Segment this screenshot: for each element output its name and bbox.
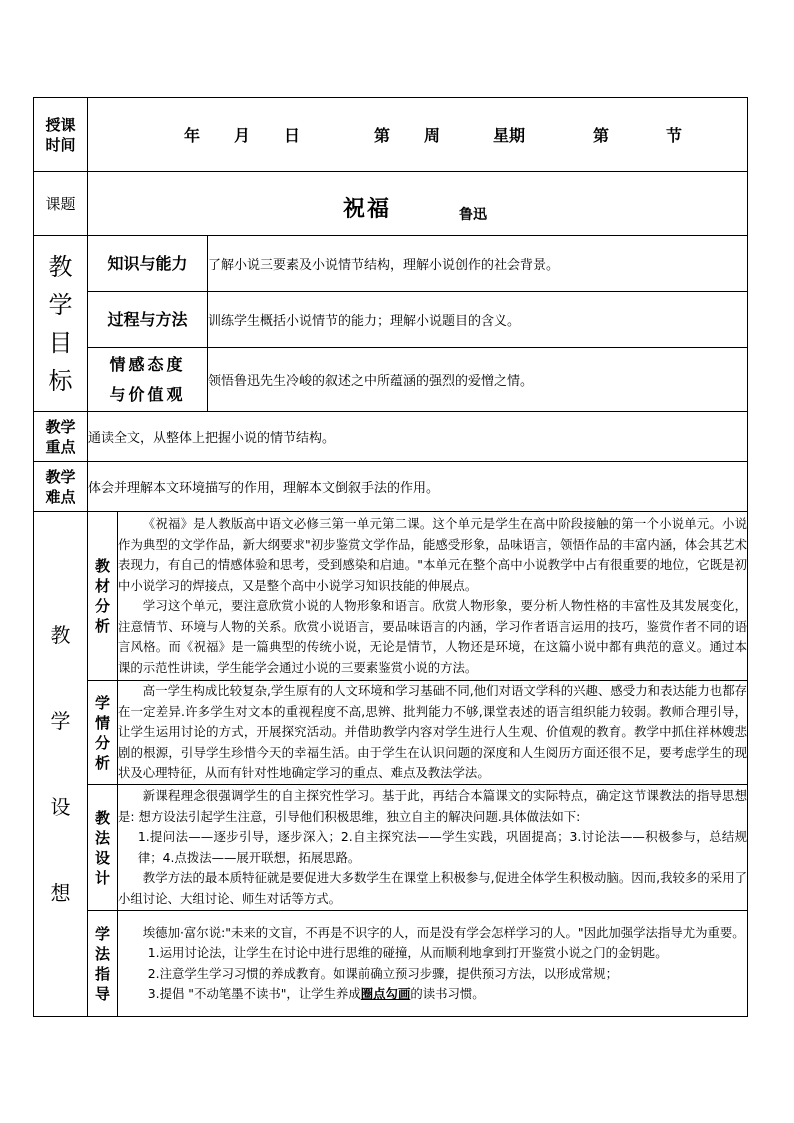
design-label: 教 学 设 想 <box>34 512 88 1017</box>
lesson-plan-table <box>33 97 748 1017</box>
period-suffix: 节 <box>666 126 683 145</box>
lesson-author: 鲁迅 <box>459 207 487 223</box>
objective-process-text: 训练学生概括小说情节的能力；理解小说题目的含义。 <box>208 292 748 348</box>
study-method-text: 埃德加·富尔说:"未来的文盲，不再是不识字的人，而是没有学会怎样学习的人。"因此加强学法指导尤为重要。 1.运用讨论法，让学生在讨论中进行思维的碰撞，从而顺利地拿到打开鉴赏小说之门的金钥匙。 2.注意学生学习习惯的养成教育。如课前确立预习步骤，提供预习方法，以形成常规； 3.提倡 "不动笔墨不读书"，让学生养成圈点勾画的读书习惯。 <box>118 911 748 1017</box>
difficulty-label: 教学 难点 <box>34 462 88 512</box>
difficulty-text: 体会并理解本文环境描写的作用，理解本文倒叙手法的作用。 <box>88 462 748 512</box>
key-point-text: 通读全文，从整体上把握小说的情节结构。 <box>88 412 748 462</box>
date-fields <box>88 98 748 172</box>
date-year: 年 <box>184 126 201 145</box>
period-prefix: 第 <box>593 126 610 145</box>
week-prefix: 第 <box>374 126 391 145</box>
objective-process-label: 过程与方法 <box>88 292 208 348</box>
objectives-label: 教 学 目 标 <box>34 236 88 412</box>
time-label: 授课 时间 <box>34 98 88 172</box>
student-analysis-text: 高一学生构成比较复杂,学生原有的人文环境和学习基础不同,他们对语文学科的兴趣、感受力和表达能力也都存在一定差异.许多学生对文本的重视程度不高,思辨、批判能力不够,课堂表述的语言组织能力较弱。教师合理引导，让学生运用讨论的方式，开展探究活动。并借助教学内容对学生进行人生观、价值观的教育。教学中抓住祥林嫂悲剧的根源，引导学生珍惜今天的幸福生活。由于学生在认识问题的深度和人生阅历方面还很不足，要考虑学生的现状及心理特征，从而有针对性地确定学习的重点、难点及教法学法。 <box>118 681 748 785</box>
student-analysis-label: 学情分析 <box>88 681 118 785</box>
date-day: 日 <box>284 126 301 145</box>
textbook-analysis-label: 教材分析 <box>88 512 118 681</box>
study-method-label: 学法指导 <box>88 911 118 1017</box>
key-point-label: 教学 重点 <box>34 412 88 462</box>
objective-attitude-label: 情感态度 与价值观 <box>88 348 208 412</box>
topic-cell <box>88 172 748 236</box>
lesson-title: 祝福 <box>343 196 392 222</box>
objective-attitude-text: 领悟鲁迅先生冷峻的叙述之中所蕴涵的强烈的爱憎之情。 <box>208 348 748 412</box>
week-suffix: 周 <box>424 126 441 145</box>
weekday-label: 星期 <box>493 126 526 145</box>
emphasis-text: 圈点勾画 <box>360 986 411 1001</box>
objective-knowledge-label: 知识与能力 <box>88 236 208 292</box>
date-month: 月 <box>234 126 251 145</box>
textbook-analysis-text: 《祝福》是人教版高中语文必修三第一单元第二课。这个单元是学生在高中阶段接触的第一个小说单元。小说作为典型的文学作品，新大纲要求"初步鉴赏文学作品，能感受形象，品味语言，领悟作品的丰富内涵，体会其艺术表现力，有自己的情感体验和思考，受到感染和启迪。"本单元在整个高中小说教学中占有很重要的地位，它既是初中小说学习的焊接点，又是整个高中小说学习知识技能的伸展点。 学习这个单元，要注意欣赏小说的人物形象和语言。欣赏人物形象，要分析人物性格的丰富性及其发展变化，注意情节、环境与人物的关系。欣赏小说语言，要品味语言的内涵，学习作者语言运用的技巧，鉴赏作者不同的语言风格。而《祝福》是一篇典型的传统小说，无论是情节，人物还是环境，在这篇小说中都有典范的意义。通过本课的示范性讲读，学生能学会通过小说的三要素鉴赏小说的方法。 <box>118 512 748 681</box>
objective-knowledge-text: 了解小说三要素及小说情节结构，理解小说创作的社会背景。 <box>208 236 748 292</box>
teaching-method-label: 教法设计 <box>88 785 118 911</box>
teaching-method-text: 新课程理念很强调学生的自主探究性学习。基于此，再结合本篇课文的实际特点，确定这节课教法的指导思想是: 想方设法引起学生注意，引导他们积极思维，独立自主的解决问题.具体做法如下: 1.提问法——逐步引导，逐步深入；2.自主探究法——学生实践，巩固提高；3.讨论法——积极参与，总结规律；4.点拨法——展开联想，拓展思路。 教学方法的最本质特征就是要促进大多数学生在课堂上积极参与,促进全体学生积极动脑。因而,我较多的采用了小组讨论、大组讨论、师生对话等方式。 <box>118 785 748 911</box>
topic-label: 课题 <box>34 172 88 236</box>
